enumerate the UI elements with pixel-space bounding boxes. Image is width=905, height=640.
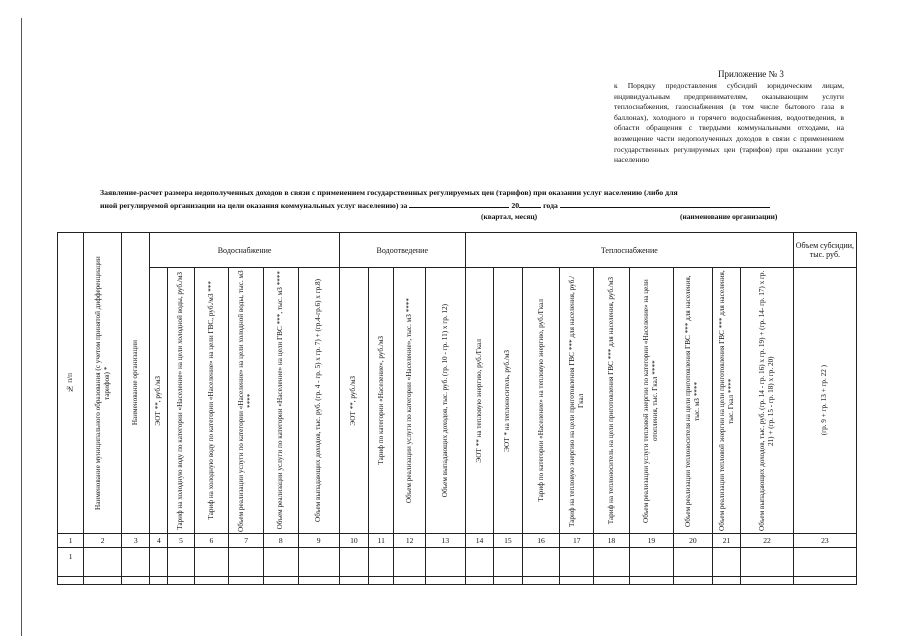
table-cell: [298, 577, 339, 585]
column-number: 13: [425, 534, 465, 548]
table-row: [58, 548, 857, 577]
table-cell: [150, 577, 168, 585]
period-label: (квартал, месяц): [481, 212, 538, 221]
header-col-no: [58, 233, 84, 534]
column-number: 8: [263, 534, 298, 548]
table-cell: [58, 577, 84, 585]
header-col-no-text: № п/п: [66, 373, 75, 393]
table-cell: [465, 548, 493, 577]
header-water-9-text: Объем выпадающих доходов, тыс. руб. (гр. 4 - гр. 5) х гр. 7) + (гр.4-гр.6) х гр.8): [314, 279, 323, 522]
annex-text: к Порядку предоставления субсидий юридическим лицам, индивидуальным предпринимателям, оказывающим услуги теплоснабжения, газоснабжения (в том числе бытового газа в баллонах), холодного и горячего водоснабжения, водоотведения, в области обращения с твердыми коммунальными отходами, на возмещение части недополученных доходов в связи с применением государственных регулируемых цен (тарифов) при оказании услуг населению: [614, 81, 844, 165]
column-number-row: [58, 534, 857, 548]
header-subsidy-23: [793, 268, 856, 534]
header-water-5: [168, 268, 194, 534]
table-cell: [629, 577, 673, 585]
header-heat-21-text: Объем реализации тепловой энергии на цели приготовления ГВС *** для населения, тыс. Гкал ****: [717, 270, 735, 531]
period-blank: [409, 199, 509, 208]
table-cell: [522, 577, 560, 585]
table-cell: [673, 577, 712, 585]
table-cell: [522, 548, 560, 577]
table-cell: [560, 548, 594, 577]
header-water-5-text: Тариф на холодную воду по категории «Население» на цели холодной воды, руб./м3: [176, 271, 185, 530]
table-cell: [84, 577, 122, 585]
header-sewer-12: [394, 268, 426, 534]
header-water-7-text: Объем реализации услуги по категории «Население» на цели холодной воды, тыс. м3 ****: [237, 269, 255, 532]
row-number: 1: [58, 548, 84, 577]
table-cell: [122, 577, 150, 585]
header-heat-20: [673, 268, 712, 534]
column-number: 12: [394, 534, 426, 548]
table-cell: [194, 548, 229, 577]
table-cell: [425, 548, 465, 577]
org-label: (наименование организации): [680, 212, 778, 221]
org-blank: [560, 199, 770, 208]
annex-title: Приложение № 3: [718, 69, 784, 79]
table-cell: [594, 548, 630, 577]
column-number: 1: [58, 534, 84, 548]
header-heat-14: [465, 268, 493, 534]
header-water-4-text: ЭОТ **, руб./м3: [154, 375, 163, 426]
table-cell: [425, 577, 465, 585]
table-cell: [560, 577, 594, 585]
table-cell: [150, 548, 168, 577]
table-cell: [465, 577, 493, 585]
header-sewer-13: [425, 268, 465, 534]
table-cell: [339, 548, 368, 577]
column-number: 22: [741, 534, 794, 548]
calculation-table: [57, 232, 857, 585]
group-subsidy: Объем субсидии, тыс. руб.: [793, 233, 856, 268]
column-number: 9: [298, 534, 339, 548]
table-cell: [263, 548, 298, 577]
header-col-municipality: [84, 233, 122, 534]
header-sewer-13-text: Объем выпадающих доходов, тыс. руб. (гр. 10 - гр. 11) х гр. 12): [440, 303, 449, 498]
table-cell: [369, 548, 394, 577]
group-heat: Теплоснабжение: [465, 233, 793, 268]
table-cell: [194, 577, 229, 585]
table-cell: [229, 577, 264, 585]
header-heat-19-text: Объем реализации услуги тепловой энергии по категории «Население» на цели отопления, тыс. Гкал ****: [642, 278, 660, 523]
header-heat-17: [560, 268, 594, 534]
table-cell: [673, 548, 712, 577]
column-number: 5: [168, 534, 194, 548]
column-number: 21: [712, 534, 740, 548]
table-cell: [168, 577, 194, 585]
column-number: 23: [793, 534, 856, 548]
table-row: [58, 577, 857, 585]
column-number: 17: [560, 534, 594, 548]
header-heat-18: [594, 268, 630, 534]
table-cell: [339, 577, 368, 585]
group-water: Водоснабжение: [150, 233, 339, 268]
header-heat-16: [522, 268, 560, 534]
year-suffix: года: [543, 200, 558, 210]
heading-line-1: Заявление-расчет размера недополученных доходов в связи с применением государственных регулируемых цен (тарифов) при оказании услуг населению (либо для: [100, 188, 678, 197]
group-sewer: Водоотведение: [339, 233, 465, 268]
column-number: 20: [673, 534, 712, 548]
header-heat-15-text: ЭОТ * на теплоноситель, руб./м3: [503, 349, 512, 452]
table-cell: [494, 577, 522, 585]
table-cell: [741, 577, 794, 585]
header-water-7: [229, 268, 264, 534]
column-number: 7: [229, 534, 264, 548]
table-cell: [168, 548, 194, 577]
column-number: 14: [465, 534, 493, 548]
table-cell: [122, 548, 150, 577]
column-number: 19: [629, 534, 673, 548]
header-water-6-text: Тариф на холодную воду по категории «Население» на цели ГВС, руб./м3 ***: [206, 281, 215, 520]
header-subsidy-23-text: (гр. 9 + гр. 13 + гр. 22 ): [820, 365, 829, 436]
document-heading: [100, 188, 840, 211]
header-heat-21: [712, 268, 740, 534]
header-heat-15: [494, 268, 522, 534]
header-sewer-11-text: Тариф по категории «Население», руб./м3: [376, 336, 385, 465]
column-number: 18: [594, 534, 630, 548]
header-col-org: [122, 233, 150, 534]
table-cell: [629, 548, 673, 577]
header-heat-14-text: ЭОТ ** на тепловую энергию, руб./Гкал: [475, 338, 484, 463]
table-cell: [793, 577, 856, 585]
column-number: 11: [369, 534, 394, 548]
year-prefix: 20: [511, 200, 520, 210]
header-col-org-text: Наименование организации: [131, 340, 140, 426]
header-heat-16-text: Тариф по категории «Население» на тепловую энергию, руб./Гкал: [536, 299, 545, 502]
header-water-8-text: Объем реализации услуги по категории «Население» на цели ГВС ***, тыс. м3 ****: [276, 271, 285, 530]
table-cell: [394, 577, 426, 585]
table-cell: [369, 577, 394, 585]
header-sewer-10: [339, 268, 368, 534]
header-heat-19: [629, 268, 673, 534]
column-number: 4: [150, 534, 168, 548]
table-cell: [793, 548, 856, 577]
header-heat-17-text: Тариф на тепловую энергию на цели приготовления ГВС *** для населения, руб./Гкал: [567, 274, 585, 527]
year-blank: [519, 199, 541, 208]
column-number: 15: [494, 534, 522, 548]
heading-line-2: иной регулируемой организации на цели оказания коммунальных услуг населению) за: [100, 200, 408, 210]
header-water-4: [150, 268, 168, 534]
header-water-9: [298, 268, 339, 534]
header-water-6: [194, 268, 229, 534]
table-cell: [263, 577, 298, 585]
header-col-municipality-text: Наименование муниципального образования (с учетом принятой дифференциации тарифов) *: [93, 256, 111, 510]
header-sewer-10-text: ЭОТ **, руб./м3: [349, 375, 358, 426]
header-heat-22: [741, 268, 794, 534]
header-sewer-12-text: Объем реализации услуги по категории «Население», тыс. м3 ****: [405, 297, 414, 504]
table-cell: [494, 548, 522, 577]
column-number: 10: [339, 534, 368, 548]
column-number: 16: [522, 534, 560, 548]
column-number: 6: [194, 534, 229, 548]
header-heat-20-text: Объем реализации теплоносителя на цели приготовления ГВС *** для населения, тыс. м3 ****: [683, 274, 701, 527]
table-cell: [712, 577, 740, 585]
scan-edge-line: [21, 18, 22, 636]
table-cell: [84, 548, 122, 577]
header-heat-18-text: Тариф на теплоноситель на цели приготовления ГВС *** для населения, руб./м3: [606, 276, 615, 525]
table-cell: [741, 548, 794, 577]
table-cell: [298, 548, 339, 577]
table-cell: [594, 577, 630, 585]
header-heat-22-text: Объем выпадающих доходов, тыс. руб. (гр. 14 - гр. 16) х гр. 19) + (гр. 14- гр. 17) х гр. 21) + (гр. 15 - гр. 18) х гр. 20): [757, 270, 775, 531]
column-number: 2: [84, 534, 122, 548]
table-cell: [394, 548, 426, 577]
column-number: 3: [122, 534, 150, 548]
table-cell: [712, 548, 740, 577]
header-water-8: [263, 268, 298, 534]
table-cell: [229, 548, 264, 577]
header-sewer-11: [369, 268, 394, 534]
